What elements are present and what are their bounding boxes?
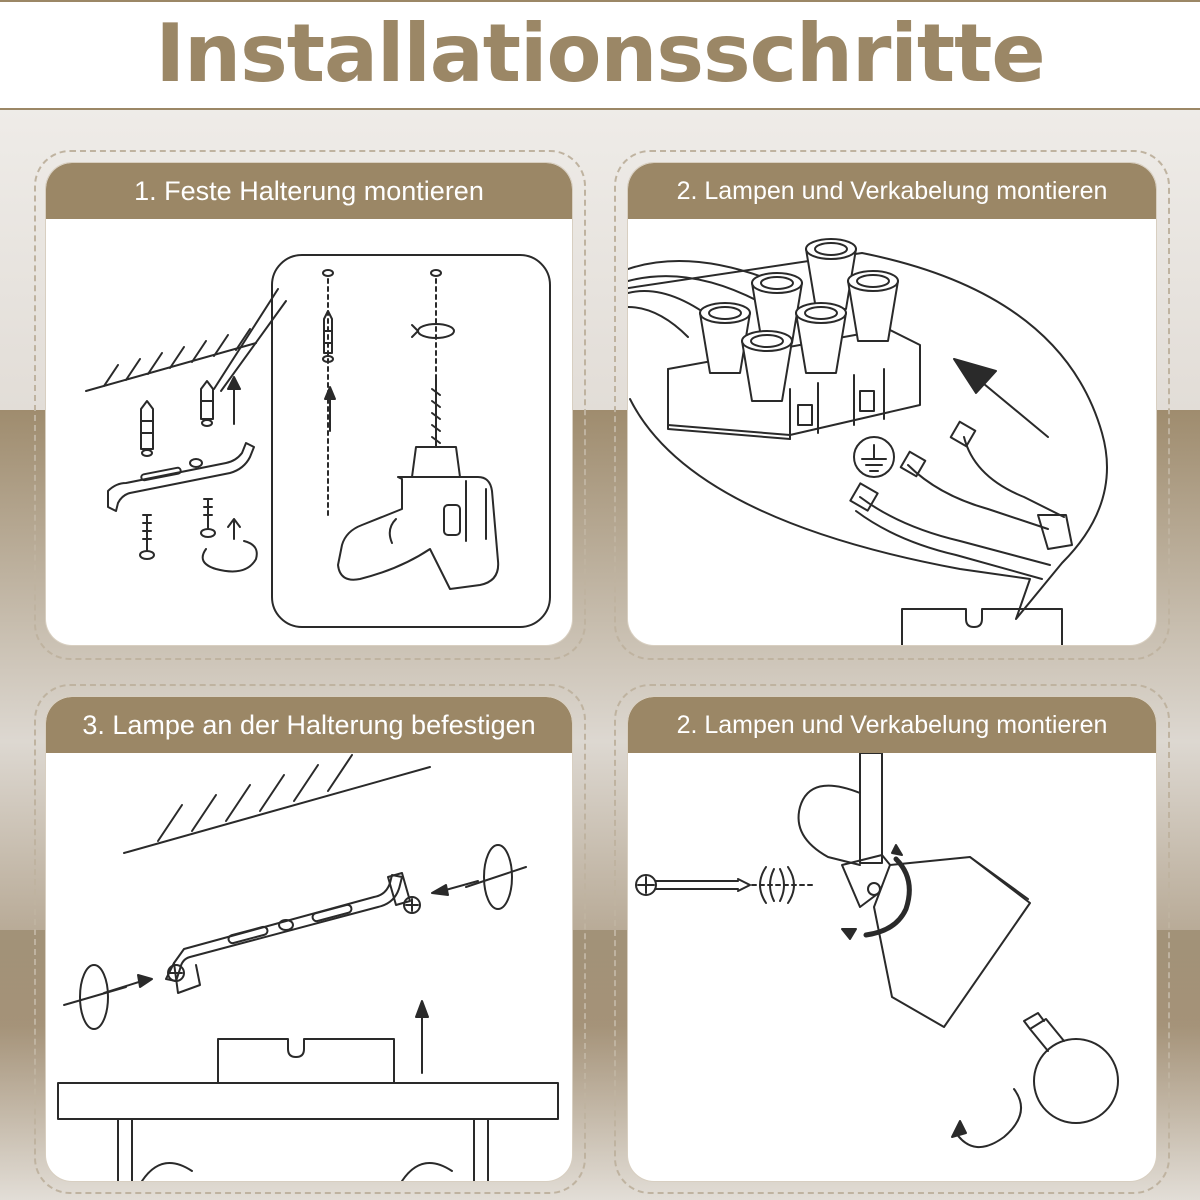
ceiling-hatch-icon [124, 755, 430, 853]
step-1-header [46, 163, 572, 219]
step-4-illustration [628, 753, 1156, 1181]
wall-anchor-icon [141, 381, 213, 456]
detail-up-arrow-icon [325, 387, 335, 431]
wall-hatch-icon [86, 329, 256, 391]
ground-symbol-icon [854, 437, 894, 477]
step-4-card [628, 697, 1156, 1181]
step-3-header [46, 697, 572, 753]
rotate-arrow-icon [64, 845, 526, 1029]
page-header [0, 0, 1200, 110]
power-drill-icon [338, 379, 498, 589]
up-arrow-icon [416, 1001, 428, 1073]
step-2-card [628, 163, 1156, 645]
rotate-arrow-icon [203, 519, 257, 571]
up-arrow-icon [228, 377, 240, 424]
detail-bubble [272, 255, 550, 627]
screw-rod-icon [636, 875, 812, 895]
lamp-base-icon [58, 1083, 558, 1181]
page-title: Installationsschritte [155, 7, 1045, 100]
detail-rotate-icon [412, 324, 454, 338]
step-3-illustration [46, 753, 572, 1181]
step-2-header [628, 163, 1156, 219]
step-1-card [46, 163, 572, 645]
screw-icon [140, 499, 215, 559]
junction-box-icon [218, 1039, 394, 1083]
step-1-illustration [46, 219, 572, 645]
lamp-shade-icon [874, 857, 1030, 1027]
mounting-bracket-icon [108, 443, 254, 511]
stripped-wire-icon [850, 422, 1072, 579]
drill-hole-icon [323, 270, 441, 519]
step-4-title: 2. Lampen und Verkabelung montieren [676, 711, 1108, 739]
arrow-icon [954, 359, 1048, 437]
step-1-title: 1. Feste Halterung montieren [134, 176, 484, 206]
step-2-illustration [628, 219, 1156, 645]
light-bulb-icon [1024, 1013, 1118, 1123]
step-3-card [46, 697, 572, 1181]
left-arrow-icon [432, 881, 478, 895]
junction-box-icon [902, 609, 1062, 645]
step-2-title: 2. Lampen und Verkabelung montieren [676, 177, 1108, 205]
rotate-bulb-arrow-icon [952, 1089, 1021, 1147]
mounting-bracket-icon [166, 873, 410, 993]
screw-icon [168, 897, 420, 981]
step-4-header [628, 697, 1156, 753]
step-3-title: 3. Lampe an der Halterung befestigen [82, 710, 536, 740]
